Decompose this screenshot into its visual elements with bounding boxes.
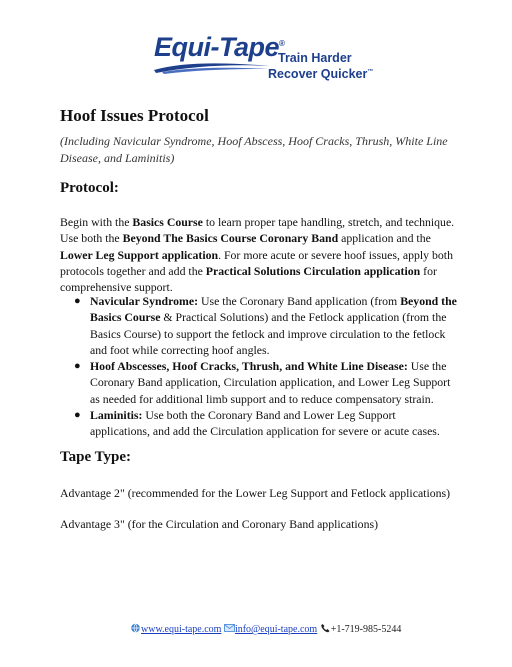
logo-tagline-recover-quicker bbox=[268, 67, 373, 81]
item-bold: Beyond the Basics Course bbox=[90, 294, 457, 325]
intro-bold-circulation: Practical Solutions Circulation application bbox=[205, 263, 421, 278]
condition-list bbox=[74, 293, 458, 440]
phone-icon bbox=[320, 623, 331, 633]
contact-footer bbox=[130, 623, 401, 635]
intro-text-1: Begin with the bbox=[60, 215, 133, 229]
intro-text-4: . For more acute or severe hoof issues, apply both protocols together and add the bbox=[60, 247, 453, 278]
email-icon bbox=[224, 623, 235, 633]
protocol-heading: Protocol: bbox=[60, 180, 119, 196]
item-text: Use both the Coronary Band and Lower Leg Support applications, and add the Circulation application for severe or acute cases. bbox=[90, 408, 440, 439]
logo-tm-mark: ™ bbox=[367, 68, 374, 75]
logo-swoosh-icon bbox=[152, 60, 272, 74]
list-item-laminitis bbox=[74, 407, 458, 440]
intro-text-5: for comprehensive support. bbox=[60, 263, 437, 295]
bullet-icon: ● bbox=[74, 360, 81, 373]
item-text: Use the Coronary Band application, Circulation application, and Lower Leg Support as needed for additional limb support and to reduce compensatory strain. bbox=[90, 359, 451, 406]
bullet-icon: ● bbox=[74, 409, 81, 422]
intro-text-2: to learn proper tape handling, stretch, and technique. Use both the bbox=[60, 215, 455, 246]
intro-bold-lower-leg: Lower Leg Support application bbox=[60, 247, 219, 262]
phone-number: +1-719-985-5244 bbox=[330, 624, 402, 635]
logo-wordmark bbox=[154, 32, 284, 63]
intro-bold-basics-course: Basics Course bbox=[132, 215, 203, 229]
page-subtitle: (Including Navicular Syndrome, Hoof Abscess, Hoof Cracks, Thrush, White Line Disease, and Laminitis) bbox=[60, 134, 448, 165]
list-item-navicular bbox=[74, 293, 458, 358]
email-link[interactable]: info@equi-tape.com bbox=[234, 624, 318, 635]
tape-type-heading: Tape Type: bbox=[60, 449, 131, 465]
item-text: & Practical Solutions) and the Fetlock application (from the Basics Course) to support the fetlock and improve circulation to the fetlock and foot while correcting hoof angles. bbox=[90, 310, 447, 357]
bullet-icon: ● bbox=[74, 295, 81, 307]
logo-registered-mark: ® bbox=[279, 39, 285, 48]
intro-text-3: application and the bbox=[338, 231, 431, 246]
item-text: Use the Coronary Band application (from bbox=[198, 294, 401, 308]
page-title: Hoof Issues Protocol bbox=[60, 106, 209, 125]
protocol-intro bbox=[60, 214, 456, 295]
logo-tagline-train-harder: Train Harder bbox=[278, 51, 352, 65]
website-link[interactable]: www.equi-tape.com bbox=[141, 624, 222, 635]
logo-wordmark-text: Equi-Tape bbox=[154, 32, 280, 62]
tape-type-line-2: Advantage 3" (for the Circulation and Coronary Band applications) bbox=[60, 517, 378, 531]
list-item-hoof-abscesses bbox=[74, 358, 458, 407]
tape-type-line-1: Advantage 2" (recommended for the Lower Leg Support and Fetlock applications) bbox=[60, 486, 451, 500]
item-label: Hoof Abscesses, Hoof Cracks, Thrush, and White Line Disease: bbox=[90, 359, 408, 374]
item-label: Laminitis: bbox=[90, 408, 143, 423]
intro-bold-coronary-band: Beyond The Basics Course Coronary Band bbox=[122, 231, 339, 246]
logo-tagline-2-text: Recover Quicker bbox=[268, 67, 368, 81]
equi-tape-logo bbox=[150, 30, 380, 86]
globe-icon bbox=[130, 623, 141, 633]
item-label: Navicular Syndrome: bbox=[90, 294, 199, 308]
